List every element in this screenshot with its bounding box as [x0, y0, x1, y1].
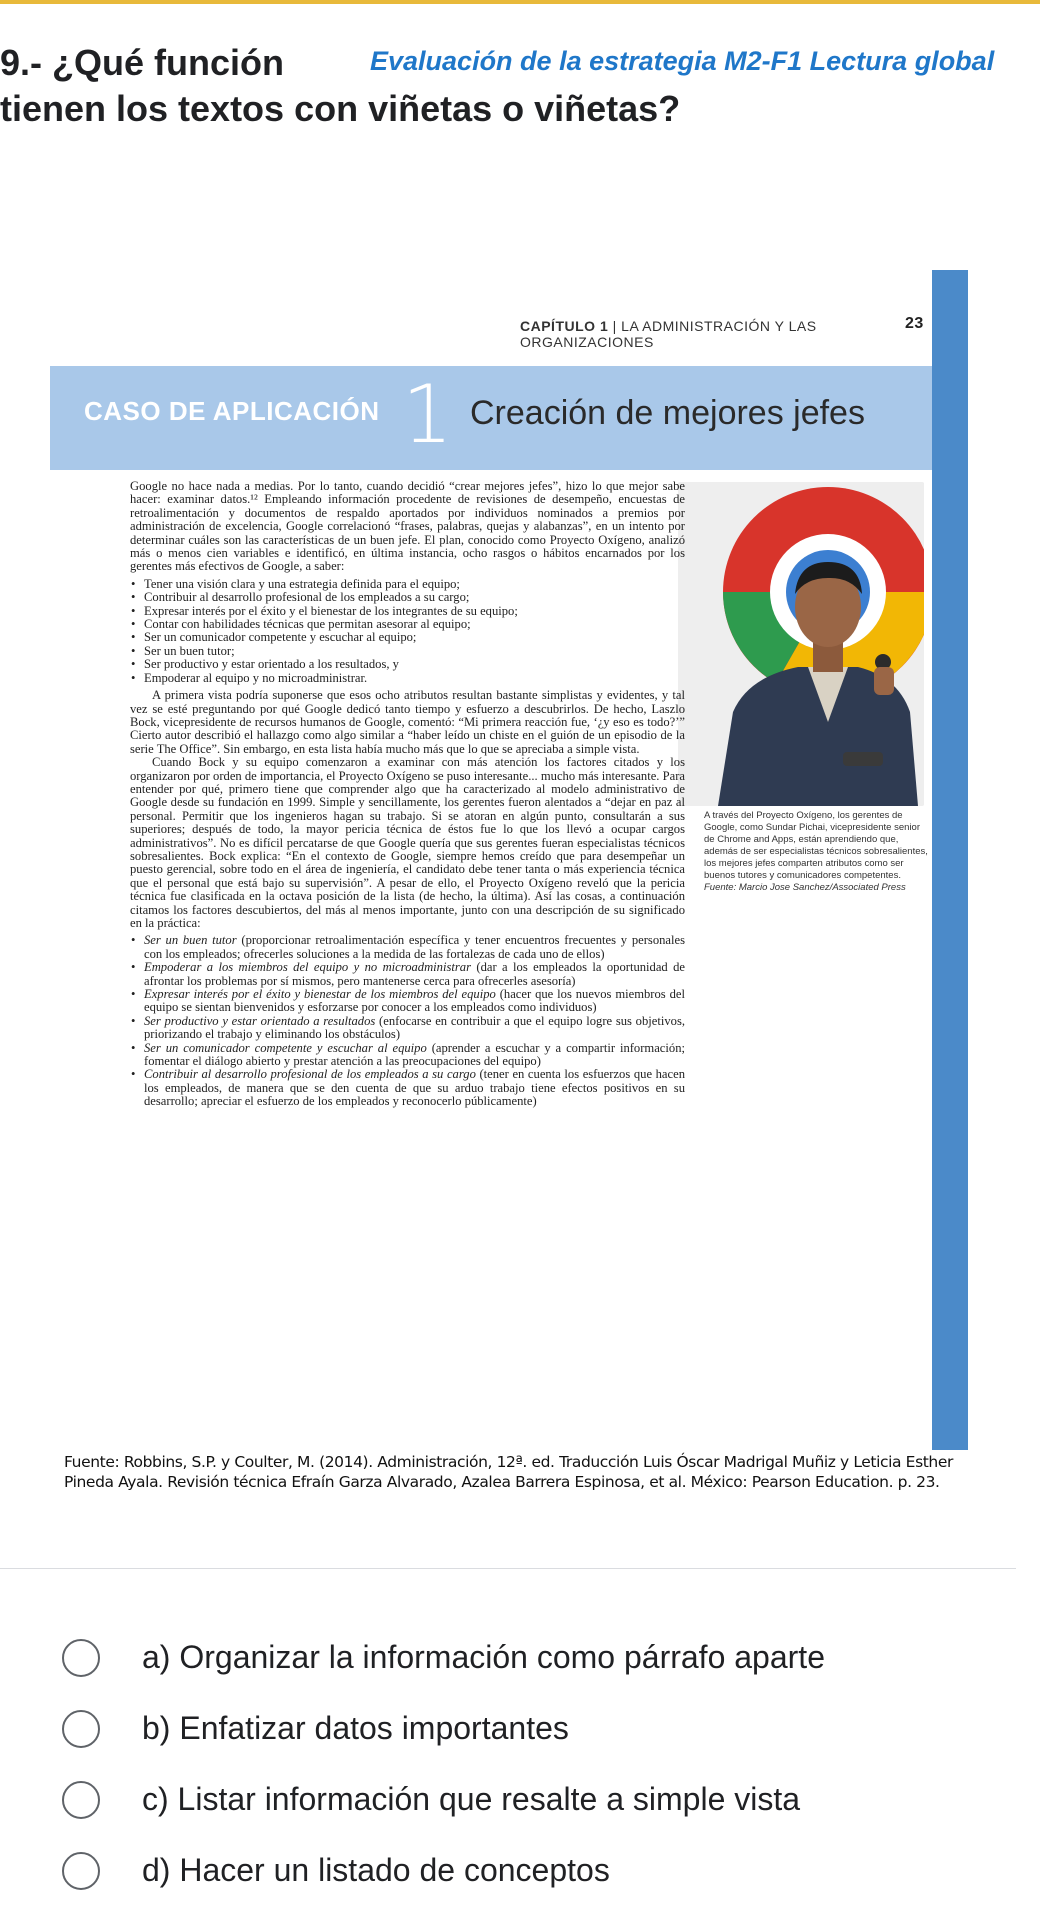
top-accent-rule — [0, 0, 1040, 4]
factor-desc: (tener en cuenta los esfuerzos que hacen los empleados, de manera que se den cuenta de que su arduo trabajo tiene efectos positivos en su desarrollo; apreciar el esfuerzo de los empleados y reconocerlo públicamente) — [144, 1067, 685, 1109]
answer-options — [62, 1622, 962, 1906]
option-b-label[interactable]: b) Enfatizar datos importantes — [142, 1710, 569, 1746]
trait-item: • Expresar interés por el éxito y el bienestar de los integrantes de su equipo; — [142, 605, 685, 618]
speaker-photo-illustration — [678, 482, 924, 806]
option-b[interactable] — [62, 1693, 962, 1764]
factor-desc: (hacer que los nuevos miembros del equipo se sientan bienvenidos y esforzarse por conocer a los empleados como individuos) — [144, 987, 685, 1015]
trait-item: • Ser productivo y estar orientado a los resultados, y — [142, 658, 685, 671]
question-title-line1: 9.- ¿Qué función — [0, 42, 284, 83]
photo-caption-source: Fuente: Marcio Jose Sanchez/Associated Press — [704, 882, 906, 893]
case-banner-label: CASO DE APLICACIÓN — [84, 396, 380, 426]
factor-term: Ser productivo y estar orientado a resultados — [144, 1013, 376, 1028]
case-paragraph-3: Cuando Bock y su equipo comenzaron a examinar con más atención los factores citados y los organizaron por orden de importancia, el Proyecto Oxígeno se puso interesante... mucho más interesante. Para entender por qué, primero tiene que comprender algo que ha caracterizado al modelo administrativo de Google desde su fundación en 1999. Simple y sencillamente, los gerentes fueron alentados a “dejar en paz al personal. Permitir que los ingenieros hagan su trabajo. Si se atoran en algún punto, consultarán a sus superiores; después de todo, la mayor pericia técnica de éstos fue lo que los llevó a ocupar cargos administrativos”. No es difícil percatarse de que Google quería que sus gerentes fueran especialistas técnicos sobresalientes. Bock explica: “En el contexto de Google, siempre hemos creído que para desempeñar un puesto gerencial, sobre todo en el área de ingeniería, el candidato debe tener tanta o más experiencia técnica que el personal que está bajo su supervisión”. A pesar de ello, el Proyecto Oxígeno reveló que la pericia técnica fue clasificada en la octava posición de la lista (de hecho, la última). Así las cosas, a continuación citamos los factores descubiertos, del más al menos importante, junto con una descripción de su significado en la práctica: — [130, 755, 685, 930]
factor-term: Expresar interés por el éxito y bienestar de los miembros del equipo — [144, 987, 496, 1002]
case-paragraph-2: A primera vista podría suponerse que esos ocho atributos resultan bastante simplistas y evidentes, y tal vez se esté preguntando por qué Google dedicó tanto tiempo y esfuerzo a descubrirlos. De hecho, Laszlo Bock, vicepresidente de recursos humanos de Google, comentó: “Mi primera reacción fue, ‘¿y eso es todo?’” Cierto autor describió el hallazgo como algo similar a “haber leído un chiste en el guión de un episodio de la serie The Office”. Sin embargo, en esta lista había mucho más que lo que se apreciaba a simple vista. — [130, 688, 685, 756]
trait-item: • Ser un comunicador competente y escuchar al equipo; — [142, 631, 685, 644]
photo-caption — [704, 810, 929, 894]
textbook-page-image — [0, 270, 1040, 1510]
source-citation: Fuente: Robbins, S.P. y Coulter, M. (2014). Administración, 12ª. ed. Traducción Luis Óscar Madrigal Muñiz y Leticia Esther Pineda Ayala. Revisión técnica Efraín Garza Alvarado, Azalea Barrera Espinosa, et al. México: Pearson Education. p. 23. — [64, 1453, 953, 1491]
running-head-section: LA ADMINISTRACIÓN Y LAS ORGANIZACIONES — [520, 318, 817, 350]
factor-item — [142, 1015, 685, 1042]
trait-item: • Contar con habilidades técnicas que permitan asesorar al equipo; — [142, 618, 685, 631]
option-d[interactable] — [62, 1835, 962, 1906]
factor-term: Ser un buen tutor — [144, 933, 237, 948]
factor-term: Empoderar a los miembros del equipo y no microadministrar — [144, 960, 471, 975]
factor-desc: (dar a los empleados la oportunidad de afrontar los problemas por sí mismos, pero mantenerse cerca para ofrecerles asesoría) — [144, 960, 686, 988]
factor-item — [142, 988, 685, 1015]
page-number: 23 — [905, 315, 924, 332]
trait-item: • Empoderar al equipo y no microadministrar. — [142, 672, 685, 685]
photo-caption-text: A través del Proyecto Oxígeno, los gerentes de Google, como Sundar Pichai, vicepresidente senior de Chrome and Apps, están aprendiendo que, además de ser especialistas técnicos sobresalientes, los mejores jefes comparten atributos como ser buenos tutores y comunicadores competentes. — [704, 810, 928, 881]
trait-item: • Tener una visión clara y una estrategia definida para el equipo; — [142, 578, 685, 591]
case-banner-title: Creación de mejores jefes — [470, 394, 865, 432]
trait-item: • Ser un buen tutor; — [142, 645, 685, 658]
radio-button-a[interactable] — [62, 1639, 100, 1677]
running-head — [520, 315, 940, 350]
section-divider — [0, 1568, 1016, 1569]
trait-list — [130, 578, 685, 685]
option-c-label[interactable]: c) Listar información que resalte a simple vista — [142, 1781, 801, 1817]
running-head-separator: | — [612, 318, 617, 334]
factor-desc: (enfocarse en contribuir a que el equipo logre sus objetivos, priorizando el trabajo y eliminando los obstáculos) — [144, 1013, 685, 1042]
option-a[interactable] — [62, 1622, 962, 1693]
radio-button-c[interactable] — [62, 1781, 100, 1819]
factor-item — [142, 1068, 685, 1108]
factor-desc: (proporcionar retroalimentación específica y tener encuentros frecuentes y personales con los empleados; ofrecerles soluciones a la medida de las fortalezas de cada uno de ellos) — [144, 933, 685, 961]
question-title-line2: tienen los textos con viñetas o viñetas? — [0, 88, 681, 129]
running-head-chapter: CAPÍTULO 1 — [520, 318, 609, 334]
option-d-label[interactable]: d) Hacer un listado de conceptos — [142, 1852, 610, 1888]
factor-term: Ser un comunicador competente y escuchar al equipo — [144, 1040, 427, 1055]
factor-item — [142, 934, 685, 961]
factor-item — [142, 961, 685, 988]
trait-item: • Contribuir al desarrollo profesional de los empleados a su cargo; — [142, 591, 685, 604]
radio-button-d[interactable] — [62, 1852, 100, 1890]
case-banner-number: 1 — [402, 368, 453, 461]
option-a-label[interactable]: a) Organizar la información como párrafo aparte — [142, 1639, 825, 1675]
page-side-bar — [932, 270, 968, 1450]
speaker-photo — [678, 482, 924, 806]
case-text-column — [130, 480, 685, 1113]
radio-button-b[interactable] — [62, 1710, 100, 1748]
question-title — [0, 40, 681, 132]
ranked-factor-list — [130, 934, 685, 1108]
factor-term: Contribuir al desarrollo profesional de los empleados a su cargo — [144, 1067, 476, 1082]
case-paragraph-1: Google no hace nada a medias. Por lo tanto, cuando decidió “crear mejores jefes”, hizo lo que mejor sabe hacer: examinar datos.¹² Empleando información procedente de revisiones de desempeño, encuestas de retroalimentación y documentos de respaldo aportados por individuos nominados a premios por administración de excelencia, Google correlacionó “frases, palabras, quejas y alabanzas”, en un intento por determinar cuáles son las características de un buen jefe. El plan, conocido como Proyecto Oxígeno, analizó más o menos cien variables e identificó, en última instancia, ocho rasgos o hábitos encarnados por los gerentes más efectivos de Google, a saber: — [130, 479, 685, 574]
option-c[interactable] — [62, 1764, 962, 1835]
factor-item — [142, 1042, 685, 1069]
factor-desc: (aprender a escuchar y a compartir información; fomentar el diálogo abierto y prestar atención a las preocupaciones del equipo) — [144, 1040, 685, 1069]
question-subtitle: Evaluación de la estrategia M2-F1 Lectura global — [370, 46, 995, 76]
